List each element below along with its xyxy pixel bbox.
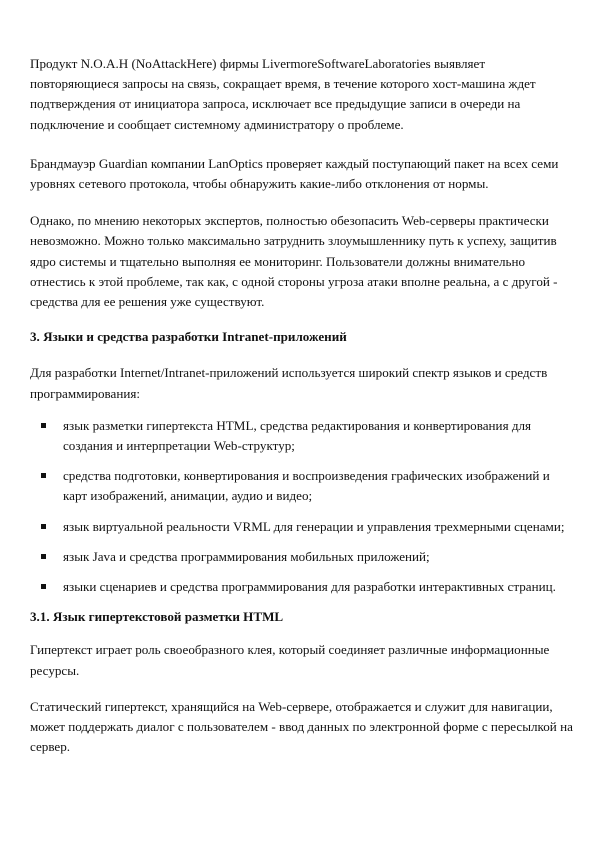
heading-section-3: 3. Языки и средства разработки Intranet-приложений bbox=[30, 329, 347, 345]
paragraph-hypertext-glue: Гипертекст играет роль своеобразного клея, который соединяет различные информационные ресурсы. bbox=[30, 642, 550, 678]
bullet-icon bbox=[41, 473, 46, 478]
list-item-text: языки сценариев и средства программирования для разработки интерактивных страниц. bbox=[63, 579, 556, 595]
list-item bbox=[30, 577, 575, 597]
paragraph-experts: Однако, по мнению некоторых экспертов, полностью обезопасить Web-серверы практически невозможно. Можно только максимально затруднить злоумышленнику путь к успеху, защитив ядро системы и тщательно выполняя ее мониторинг. Пользователи должны внимательно отнестись к этой проблеме, так как, с одной стороны угроза атаки вполне реальна, а с другой - средства для ее решения уже существуют. bbox=[30, 213, 558, 310]
paragraph-noah: Продукт N.O.A.H (NoAttackHere) фирмы LivermoreSoftwareLaboratories выявляет повторяющиеся запросы на связь, сокращает время, в течение которого хост-машина ждет подтверждения от инициатора запроса, исключает все предыдущие записи в очереди на подключение и сообщает системному администратору о проблеме. bbox=[30, 56, 536, 132]
list-item bbox=[30, 466, 575, 506]
bullet-icon bbox=[41, 423, 46, 428]
list-item-text: язык разметки гипертекста HTML, средства редактирования и конвертирования для создания и интерпретации Web-структур; bbox=[63, 417, 532, 454]
paragraph-intro-languages: Для разработки Internet/Intranet-приложений используется широкий спектр языков и средств программирования: bbox=[30, 365, 548, 401]
bullet-icon bbox=[41, 584, 46, 589]
bullet-icon bbox=[41, 524, 46, 529]
list-item-text: язык Java и средства программирования мобильных приложений; bbox=[63, 548, 430, 564]
document-page bbox=[30, 54, 575, 757]
list-item bbox=[30, 547, 575, 567]
heading-section-3-1: 3.1. Язык гипертекстовой разметки HTML bbox=[30, 609, 284, 625]
languages-list bbox=[30, 416, 575, 597]
list-item-text: язык виртуальной реальности VRML для генерации и управления трехмерными сценами; bbox=[63, 518, 565, 534]
list-item bbox=[30, 416, 575, 456]
paragraph-guardian: Брандмауэр Guardian компании LanOptics проверяет каждый поступающий пакет на всех семи уровнях сетевого протокола, чтобы обнаружить какие-либо отклонения от нормы. bbox=[30, 155, 559, 192]
list-item-text: средства подготовки, конвертирования и воспроизведения графических изображений и карт изображений, анимации, аудио и видео; bbox=[63, 468, 550, 504]
list-item bbox=[30, 517, 575, 537]
paragraph-static-hypertext: Статический гипертекст, хранящийся на Web-сервере, отображается и служит для навигации, может поддержать диалог с пользователем - ввод данных по электронной форме с пересылкой на сервер. bbox=[30, 698, 573, 755]
bullet-icon bbox=[41, 554, 46, 559]
